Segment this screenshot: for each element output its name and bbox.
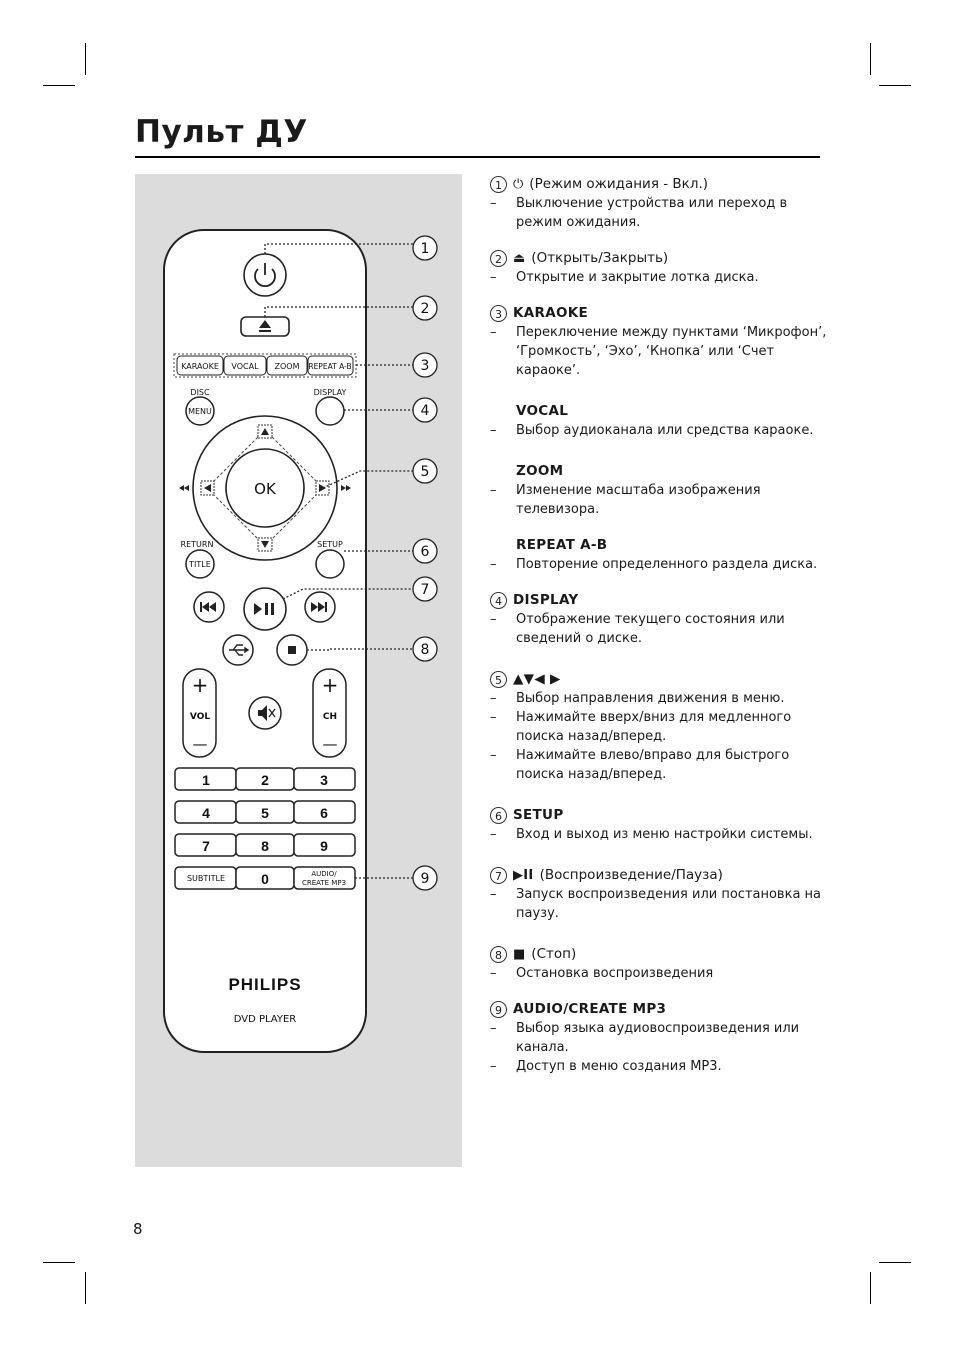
create-mp3-label: CREATE MP3 <box>301 879 347 887</box>
section-item: Открытие и закрытие лотка диска. <box>516 270 759 285</box>
callout-3: 3 <box>420 358 430 374</box>
section-power: 1 ⏻ (Режим ожидания - Вкл.) – Выключение устройства или переход в режим ожидания. <box>490 174 830 232</box>
section-zoom: ZOOM – Изменение масштаба изображения телевизора. <box>490 461 830 519</box>
model-label: DVD PLAYER <box>233 1014 297 1025</box>
section-navigation: 5 ▲▼◀ ▶ – Выбор направления движения в меню. – Нажимайте вверх/вниз для медленного поиска назад/вперед. – Нажимайте влево/вправо для быстрого поиска назад/вперед. <box>490 669 830 784</box>
section-setup: 6 SETUP – Вход и выход из меню настройки системы. <box>490 805 830 844</box>
remote-illustration-panel <box>135 174 462 1167</box>
section-display: 4 DISPLAY – Отображение текущего состояния или сведений о диске. <box>490 590 830 648</box>
remote-diagram <box>135 174 462 1167</box>
section-item: Отображение текущего состояния или сведений о диске. <box>516 612 785 646</box>
section-heading: AUDIO/CREATE MP3 <box>513 1000 667 1017</box>
section-audio-create-mp3: 9 AUDIO/CREATE MP3 – Выбор языка аудиовоспроизведения или канала. – Доступ в меню создания MP3. <box>490 999 830 1076</box>
title-rule <box>135 156 820 158</box>
section-item: Переключение между пунктами ‘Микрофон’, ‘Громкость’, ‘Эхо’, ‘Кнопка’ или ‘Счет караоке’. <box>516 325 827 378</box>
volume-up-label: + <box>191 673 209 697</box>
digit-3: 3 <box>320 772 328 788</box>
callout-7: 7 <box>420 582 430 598</box>
section-number: 2 <box>490 250 507 267</box>
crop-mark <box>43 85 75 86</box>
section-repeat-ab: REPEAT A-B – Повторение определенного раздела диска. <box>490 535 830 574</box>
callout-4: 4 <box>420 403 430 419</box>
crop-mark <box>85 1272 86 1304</box>
section-heading: ▲▼◀ ▶ <box>513 670 561 687</box>
section-eject: 2 ⏏ (Открыть/Закрыть) – Открытие и закрытие лотка диска. <box>490 248 830 287</box>
section-vocal: VOCAL – Выбор аудиоканала или средства караоке. <box>490 401 830 440</box>
channel-down-label: — <box>322 735 338 753</box>
power-icon: ⏻ <box>513 176 524 192</box>
callout-2: 2 <box>420 301 430 317</box>
section-item: Нажимайте влево/вправо для быстрого поиска назад/вперед. <box>516 748 790 782</box>
button-descriptions <box>490 174 830 1097</box>
callout-9: 9 <box>420 871 430 887</box>
stop-icon <box>288 646 296 654</box>
digit-4: 4 <box>202 805 210 821</box>
subtitle-label: SUBTITLE <box>186 874 226 883</box>
setup-label: SETUP <box>317 540 343 549</box>
setup-button <box>316 550 344 578</box>
vol-label: VOL <box>189 712 211 722</box>
callout-circles <box>413 236 437 890</box>
disc-label: DISC <box>190 388 210 397</box>
page-number: 8 <box>133 1220 143 1238</box>
crop-mark <box>879 85 911 86</box>
crop-mark <box>870 1272 871 1304</box>
section-heading: SETUP <box>513 806 564 823</box>
section-number: 5 <box>490 671 507 688</box>
section-item: Повторение определенного раздела диска. <box>516 557 818 572</box>
karaoke-button-label: KARAOKE <box>181 362 219 371</box>
digit-6: 6 <box>320 805 328 821</box>
title-label: TITLE <box>189 560 211 569</box>
callout-1: 1 <box>420 241 430 257</box>
section-number: 7 <box>490 867 507 884</box>
section-item: Запуск воспроизведения или постановка на паузу. <box>516 887 822 921</box>
callout-5: 5 <box>420 464 430 480</box>
section-item: Вход и выход из меню настройки системы. <box>516 827 813 842</box>
section-item: Изменение масштаба изображения телевизора. <box>516 483 761 517</box>
callout-6: 6 <box>420 544 430 560</box>
digit-9: 9 <box>320 838 328 854</box>
return-label: RETURN <box>180 540 214 549</box>
section-item: Выбор направления движения в меню. <box>516 691 785 706</box>
vocal-button-label: VOCAL <box>231 362 259 371</box>
section-item: Нажимайте вверх/вниз для медленного поиска назад/вперед. <box>516 710 792 744</box>
section-item: Выключение устройства или переход в режим ожидания. <box>516 196 788 230</box>
remote-body <box>164 230 366 1052</box>
section-heading: REPEAT A-B <box>516 536 608 553</box>
digit-8: 8 <box>261 838 269 854</box>
display-button <box>316 397 344 425</box>
section-number: 4 <box>490 592 507 609</box>
section-number: 6 <box>490 807 507 824</box>
section-item: Остановка воспроизведения <box>516 966 714 981</box>
section-heading: (Режим ожидания - Вкл.) <box>529 175 709 192</box>
section-heading: KARAOKE <box>513 304 589 321</box>
repeat-ab-button-label: REPEAT A-B <box>308 362 352 371</box>
play-pause-icon: ▶II <box>513 867 534 883</box>
digit-0: 0 <box>261 871 269 887</box>
stop-icon: ■ <box>513 946 526 962</box>
section-number: 9 <box>490 1001 507 1018</box>
section-heading: VOCAL <box>516 402 569 419</box>
section-play-pause: 7 ▶II (Воспроизведение/Пауза) – Запуск воспроизведения или постановка на паузу. <box>490 865 830 923</box>
menu-label: MENU <box>188 407 212 416</box>
channel-up-label: + <box>321 673 339 697</box>
section-heading: ZOOM <box>516 462 564 479</box>
section-heading: (Открыть/Закрыть) <box>531 249 669 266</box>
section-number: 1 <box>490 176 507 193</box>
section-item: Доступ в меню создания MP3. <box>516 1059 722 1074</box>
brand-logo: PHILIPS <box>228 975 302 994</box>
ok-label: OK <box>254 480 276 498</box>
section-heading: DISPLAY <box>513 591 579 608</box>
digit-7: 7 <box>202 838 210 854</box>
digit-1: 1 <box>202 772 210 788</box>
section-heading: (Стоп) <box>531 945 577 962</box>
section-karaoke: 3 KARAOKE – Переключение между пунктами ‘Микрофон’, ‘Громкость’, ‘Эхо’, ‘Кнопка’ или ‘Счет караоке’. <box>490 303 830 380</box>
section-item: Выбор языка аудиовоспроизведения или канала. <box>516 1021 800 1055</box>
section-number: 8 <box>490 946 507 963</box>
crop-mark <box>43 1262 75 1263</box>
section-item: Выбор аудиоканала или средства караоке. <box>516 423 814 438</box>
display-label: DISPLAY <box>313 388 347 397</box>
volume-down-label: — <box>192 735 208 753</box>
page-title: Пульт ДУ <box>135 114 308 150</box>
eject-icon: ⏏ <box>513 250 526 266</box>
section-heading: (Воспроизведение/Пауза) <box>539 866 723 883</box>
digit-5: 5 <box>261 805 269 821</box>
zoom-button-label: ZOOM <box>274 362 300 371</box>
callout-8: 8 <box>420 642 430 658</box>
ch-label: CH <box>322 712 338 722</box>
digit-2: 2 <box>261 772 269 788</box>
crop-mark <box>85 43 86 75</box>
section-number: 3 <box>490 305 507 322</box>
crop-mark <box>870 43 871 75</box>
crop-mark <box>879 1262 911 1263</box>
audio-label: AUDIO/ <box>311 870 337 878</box>
section-stop: 8 ■ (Стоп) – Остановка воспроизведения <box>490 944 830 983</box>
